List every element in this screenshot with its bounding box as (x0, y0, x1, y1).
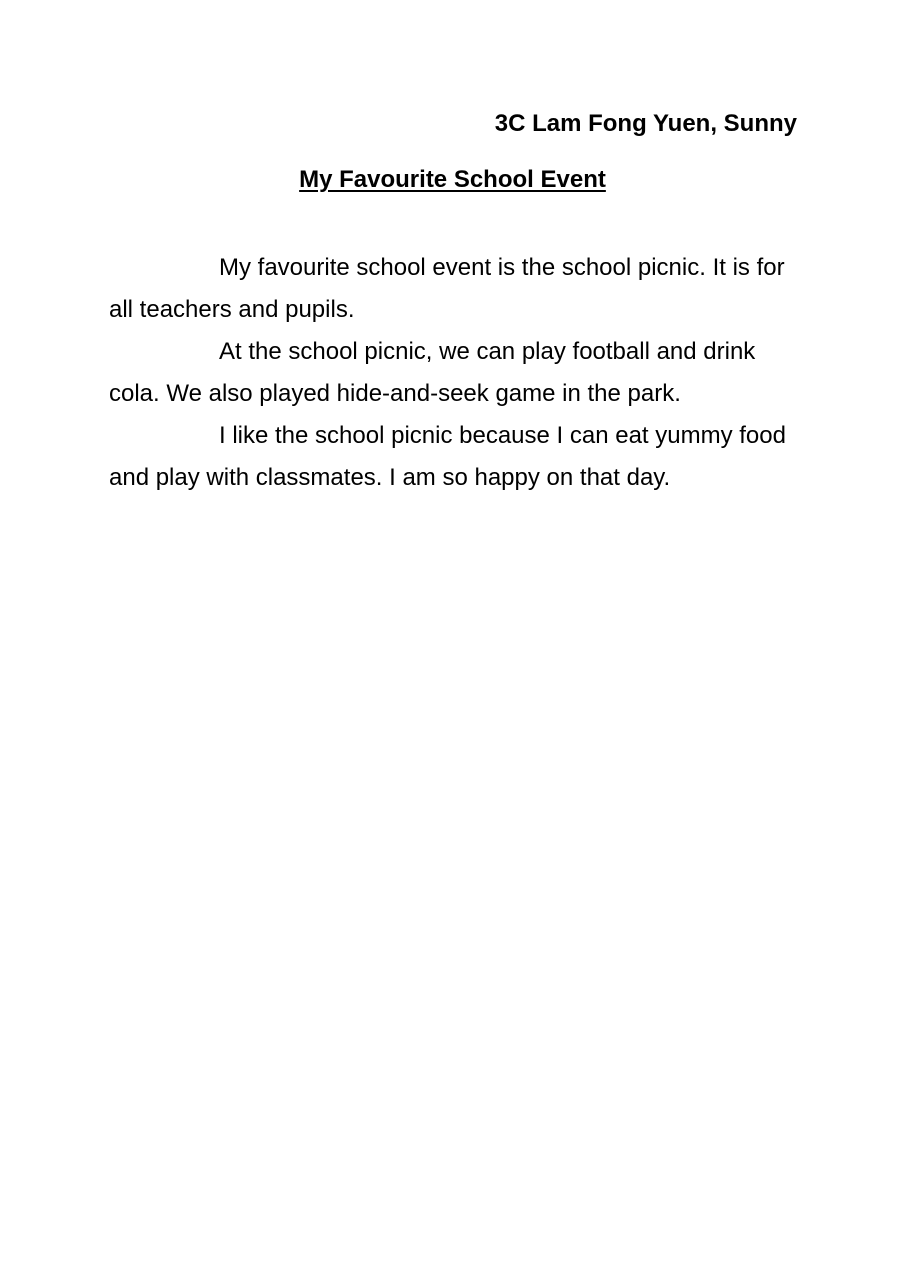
paragraph-2: At the school picnic, we can play football and drink cola. We also played hide-and-seek game in the park. (109, 338, 756, 407)
document-title: My Favourite School Event (299, 166, 606, 193)
author-line: 3C Lam Fong Yuen, Sunny (494, 110, 797, 137)
paragraph-1: My favourite school event is the school picnic. It is for all teachers and pupils. (109, 254, 785, 323)
paragraph-3: I like the school picnic because I can eat yummy food and play with classmates. I am so happy on that day. (109, 422, 786, 491)
document-body (109, 247, 797, 499)
